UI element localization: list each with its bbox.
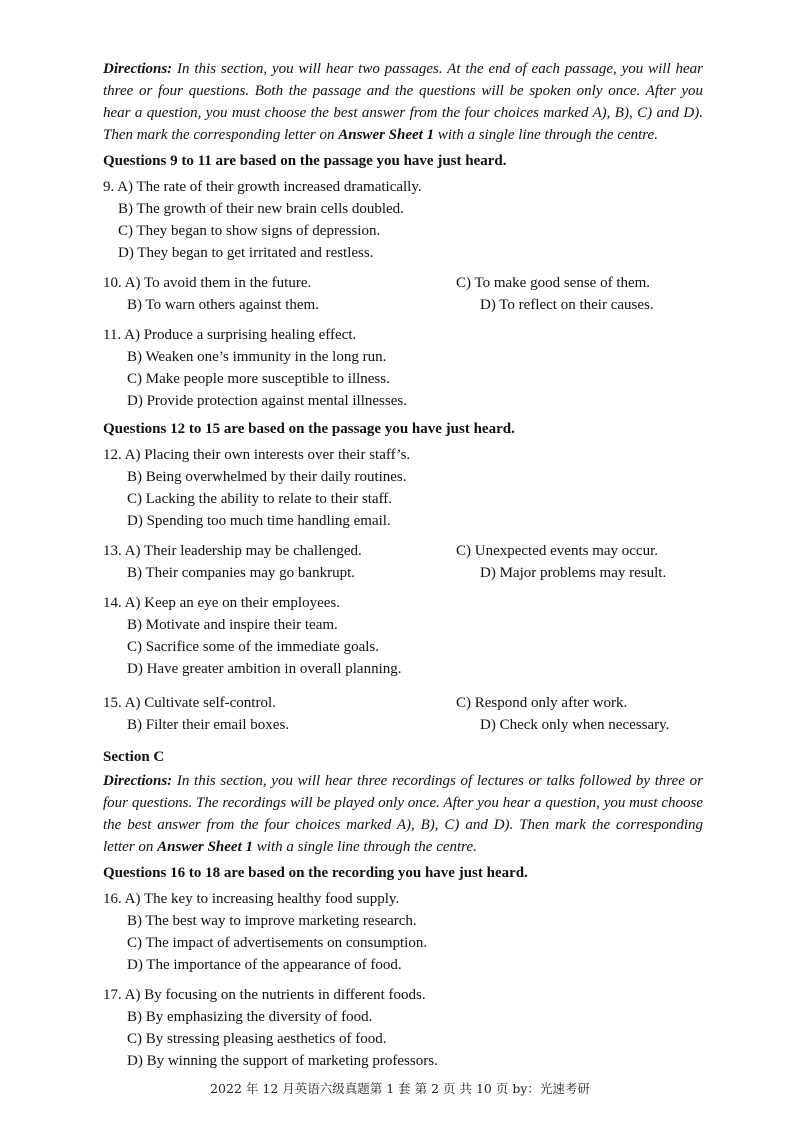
question-14 [103,592,703,680]
q11-option-c: C) Make people more susceptible to illness. [127,371,390,387]
q15-option-b: B) Filter their email boxes. [127,717,290,733]
q14-option-b: B) Motivate and inspire their team. [127,617,338,633]
q17-option-c: C) By stressing pleasing aesthetics of food. [127,1031,387,1047]
q14-option-c: C) Sacrifice some of the immediate goals. [127,639,380,655]
q10-option-a: 10. A) To avoid them in the future. [103,275,312,291]
question-9 [103,176,703,264]
answer-sheet-ref: Answer Sheet 1 [338,127,435,143]
exam-page [103,58,703,1072]
q16-option-c: C) The impact of advertisements on consumption. [127,935,428,951]
q16-option-d: D) The importance of the appearance of food. [127,957,402,973]
q12-option-d: D) Spending too much time handling email. [127,513,391,529]
q9-option-a: 9. A) The rate of their growth increased dramatically. [103,179,422,195]
group-heading-12-15: Questions 12 to 15 are based on the passage you have just heard. [103,421,515,437]
directions-section-b [103,58,703,146]
q9-option-d: D) They began to get irritated and restless. [118,245,374,261]
q13-option-d: D) Major problems may result. [480,565,667,581]
group-heading-16-18: Questions 16 to 18 are based on the recording you have just heard. [103,865,528,881]
question-13 [103,540,703,584]
q10-option-b: B) To warn others against them. [127,297,319,313]
q14-option-a: 14. A) Keep an eye on their employees. [103,595,341,611]
q17-option-d: D) By winning the support of marketing professors. [127,1053,438,1069]
q13-option-b: B) Their companies may go bankrupt. [127,565,356,581]
answer-sheet-ref: Answer Sheet 1 [157,839,254,855]
directions-section-c [103,770,703,858]
q9-option-b: B) The growth of their new brain cells doubled. [118,201,404,217]
q17-option-a: 17. A) By focusing on the nutrients in different foods. [103,987,426,1003]
directions-text: In this section, you will hear three recordings of lectures or talks followed by three or four questions. The recordings will be played only once. After you hear a question, you must choose the best answer from the four choices marked A), B), C) and D). Then mark the corresponding letter on [103,773,703,855]
question-11 [103,324,703,412]
directions-tail: with a single line through the centre. [434,127,658,143]
question-10 [103,272,703,316]
q16-option-b: B) The best way to improve marketing research. [127,913,417,929]
q13-option-a: 13. A) Their leadership may be challenged. [103,543,362,559]
question-17 [103,984,703,1072]
q12-option-c: C) Lacking the ability to relate to their staff. [127,491,393,507]
q12-option-b: B) Being overwhelmed by their daily routines. [127,469,407,485]
q14-option-d: D) Have greater ambition in overall planning. [127,661,402,677]
q11-option-b: B) Weaken one’s immunity in the long run. [127,349,387,365]
q11-option-a: 11. A) Produce a surprising healing effect. [103,327,357,343]
q16-option-a: 16. A) The key to increasing healthy food supply. [103,891,400,907]
question-15 [103,692,703,736]
question-12 [103,444,703,532]
directions-label: Directions: [103,61,173,77]
directions-text: In this section, you will hear two passages. At the end of each passage, you will hear three or four questions. Both the passage and the questions will be spoken only once. After you hear a question, you must choose the best answer from the four choices marked A), B), C) and D). Then mark the corresponding letter on [103,61,703,143]
q11-option-d: D) Provide protection against mental illnesses. [127,393,407,409]
q17-option-b: B) By emphasizing the diversity of food. [127,1009,373,1025]
q15-option-d: D) Check only when necessary. [480,717,670,733]
q10-option-d: D) To reflect on their causes. [480,297,654,313]
page-footer: 2022 年 12 月英语六级真题第 1 套 第 2 页 共 10 页 by：光速考研 [210,1081,590,1096]
q15-option-a: 15. A) Cultivate self-control. [103,695,276,711]
section-c-title: Section C [103,749,165,765]
q10-option-c: C) To make good sense of them. [456,275,651,291]
directions-label: Directions: [103,773,173,789]
q15-option-c: C) Respond only after work. [456,695,628,711]
question-16 [103,888,703,976]
q13-option-c: C) Unexpected events may occur. [456,543,659,559]
q9-option-c: C) They began to show signs of depression. [118,223,381,239]
directions-tail: with a single line through the centre. [253,839,477,855]
group-heading-9-11: Questions 9 to 11 are based on the passage you have just heard. [103,153,507,169]
q12-option-a: 12. A) Placing their own interests over their staff’s. [103,447,411,463]
